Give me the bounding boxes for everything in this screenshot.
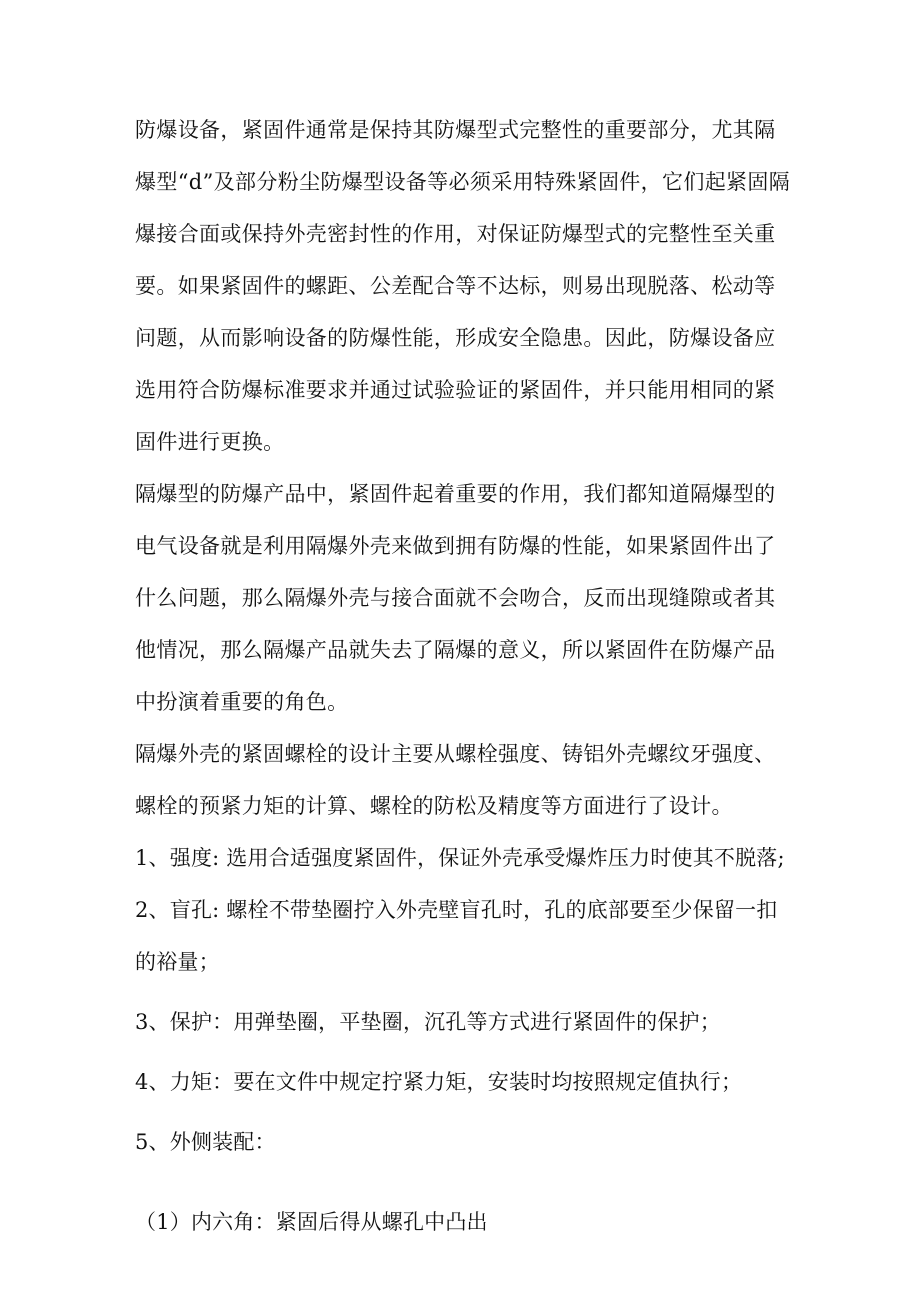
subitem-hex-socket: （1）内六角：紧固后得从螺孔中凸出	[135, 1210, 488, 1234]
paragraph-2-line-3: 什么问题，那么隔爆外壳与接合面就不会吻合，反而出现缝隙或者其	[135, 586, 776, 610]
paragraph-1-line-4: 要。如果紧固件的螺距、公差配合等不达标，则易出现脱落、松动等	[135, 274, 776, 298]
item-outer-assembly: 5、外侧装配：	[135, 1130, 276, 1154]
item-torque: 4、力矩：要在文件中规定拧紧力矩，安装时均按照规定值执行；	[135, 1070, 743, 1094]
item-blind-hole-continued: 的裕量；	[135, 950, 220, 974]
paragraph-2-line-5: 中扮演着重要的角色。	[135, 690, 349, 714]
paragraph-3-line-1: 隔爆外壳的紧固螺栓的设计主要从螺栓强度、铸铝外壳螺纹牙强度、	[135, 742, 776, 766]
item-strength: 1、强度: 选用合适强度紧固件，保证外壳承受爆炸压力时使其不脱落;	[135, 846, 785, 870]
paragraph-1-line-7: 固件进行更换。	[135, 430, 285, 454]
paragraph-1-line-1: 防爆设备，紧固件通常是保持其防爆型式完整性的重要部分，尤其隔	[135, 118, 776, 142]
paragraph-2-line-4: 他情况，那么隔爆产品就失去了隔爆的意义，所以紧固件在防爆产品	[135, 638, 776, 662]
paragraph-1-line-3: 爆接合面或保持外壳密封性的作用，对保证防爆型式的完整性至关重	[135, 222, 776, 246]
paragraph-1-line-5: 问题，从而影响设备的防爆性能，形成安全隐患。因此，防爆设备应	[135, 326, 776, 350]
item-blind-hole: 2、盲孔: 螺栓不带垫圈拧入外壳壁盲孔时，孔的底部要至少保留一扣	[135, 898, 778, 922]
paragraph-2-line-2: 电气设备就是利用隔爆外壳来做到拥有防爆的性能，如果紧固件出了	[135, 534, 776, 558]
item-protection: 3、保护：用弹垫圈，平垫圈，沉孔等方式进行紧固件的保护；	[135, 1010, 721, 1034]
paragraph-1-line-6: 选用符合防爆标准要求并通过试验验证的紧固件，并只能用相同的紧	[135, 378, 776, 402]
paragraph-2-line-1: 隔爆型的防爆产品中，紧固件起着重要的作用，我们都知道隔爆型的	[135, 482, 776, 506]
paragraph-1-line-2: 爆型“d”及部分粉尘防爆型设备等必须采用特殊紧固件，它们起紧固隔	[135, 170, 791, 194]
paragraph-3-line-2: 螺栓的预紧力矩的计算、螺栓的防松及精度等方面进行了设计。	[135, 794, 733, 818]
